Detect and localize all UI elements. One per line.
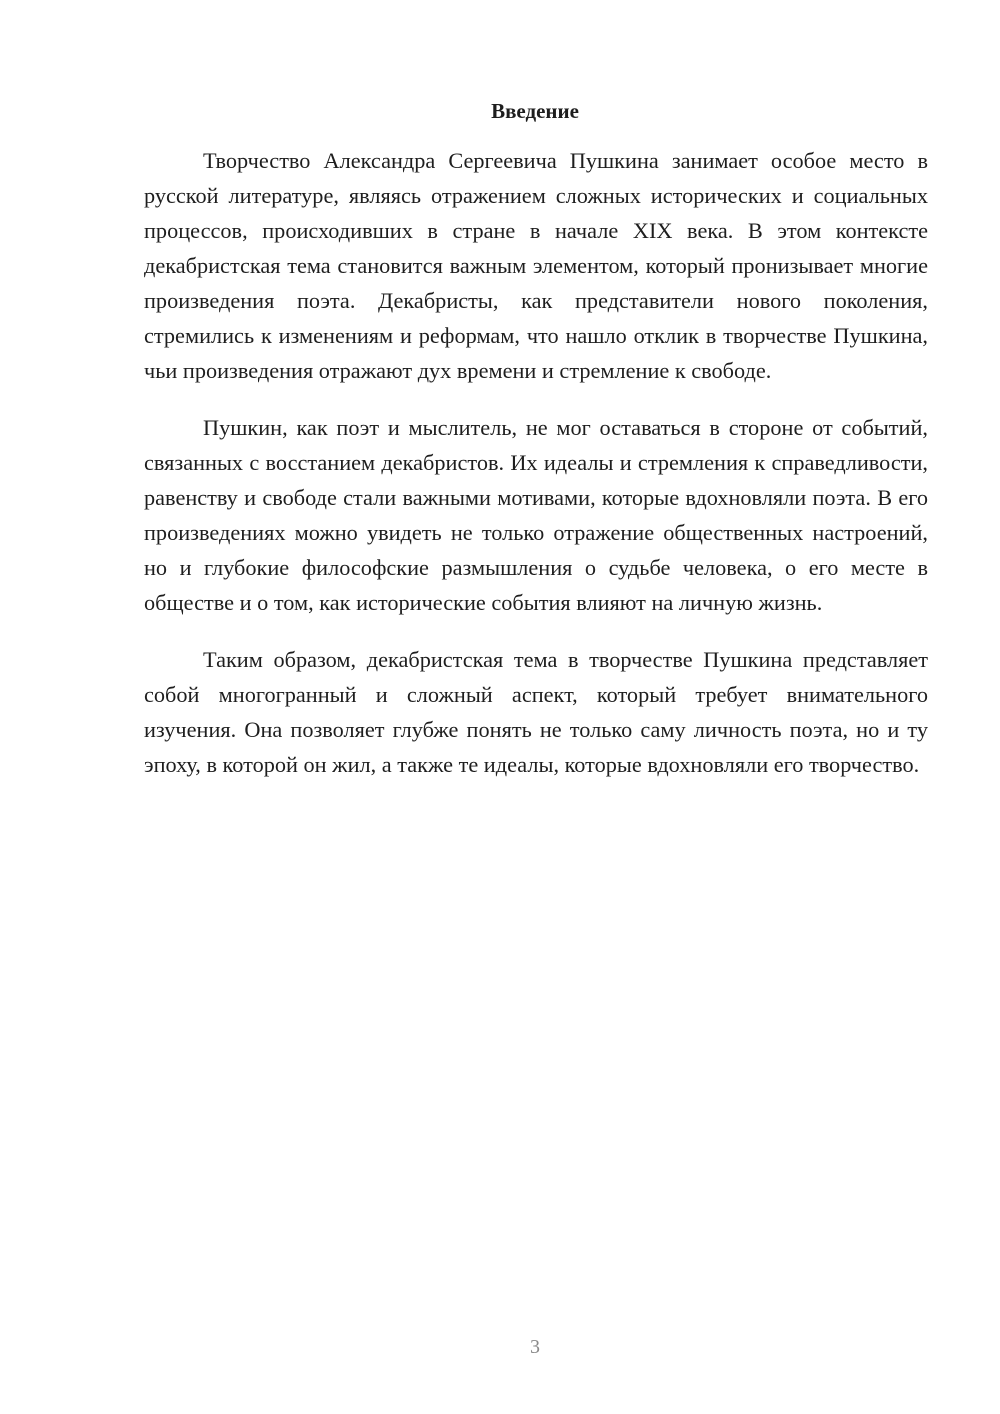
paragraph-2: Пушкин, как поэт и мыслитель, не мог оставаться в стороне от событий, связанных с восстанием декабристов. Их идеалы и стремления к справедливости, равенству и свободе стали важными мотивами, которые вдохновляли поэта. В его произведениях можно увидеть не только отражение общественных настроений, но и глубокие философские размышления о судьбе человека, о его месте в обществе и о том, как исторические события влияют на личную жизнь. bbox=[144, 415, 928, 615]
paragraph-3: Таким образом, декабристская тема в творчестве Пушкина представляет собой многогранный и сложный аспект, который требует внимательного изучения. Она позволяет глубже понять не только саму личность поэта, но и ту эпоху, в которой он жил, а также те идеалы, которые вдохновляли его творчество. bbox=[144, 647, 928, 777]
body-text bbox=[144, 143, 928, 804]
section-title: Введение bbox=[491, 99, 579, 123]
paragraph-1: Творчество Александра Сергеевича Пушкина занимает особое место в русской литературе, являясь отражением сложных исторических и социальных процессов, происходивших в стране в начале XIX века. В этом контексте декабристская тема становится важным элементом, который пронизывает многие произведения поэта. Декабристы, как представители нового поколения, стремились к изменениям и реформам, что нашло отклик в творчестве Пушкина, чьи произведения отражают дух времени и стремление к свободе. bbox=[144, 148, 928, 383]
page-number: 3 bbox=[530, 1336, 540, 1358]
